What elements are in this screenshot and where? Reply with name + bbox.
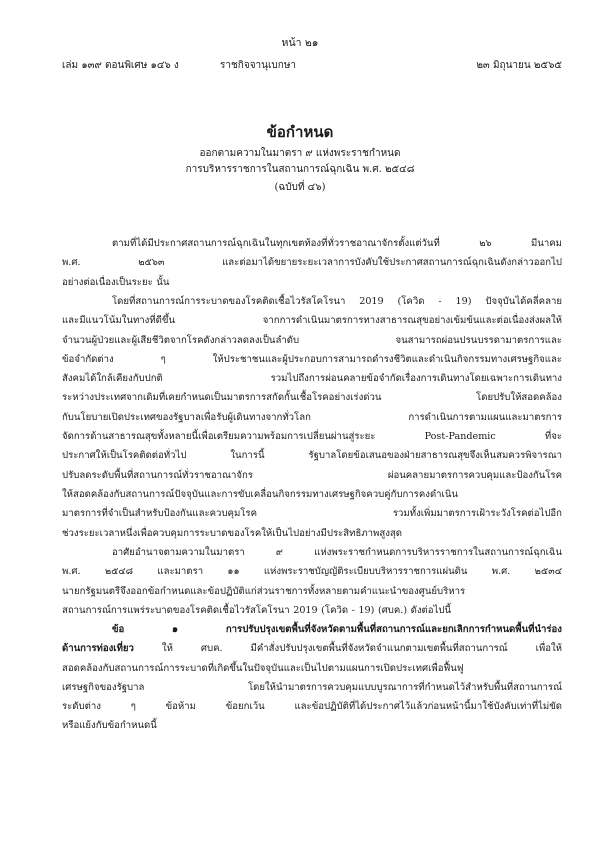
text-line <box>62 639 562 658</box>
text-line: ประกาศให้เป็นโรคติดต่อทั่วไป ในการนี้ รัฐบาลโดยข้อเสนอของฝ่ายสาธารณสุขจึงเห็นสมควรพิจารณา <box>62 450 562 462</box>
text-line: อย่างต่อเนื่องเป็นระยะ นั้น <box>62 276 170 288</box>
text-line: โดยที่สถานการณ์การระบาดของโรคติดเชื้อไวรัสโคโรนา 2019 (โควิด - 19) ปัจจุบันได้คลี่คลาย <box>112 296 562 307</box>
text-line: พ.ศ. ๒๕๔๘ และมาตรา ๑๑ แห่งพระราชบัญญัติระเบียบบริหารราชการแผ่นดิน พ.ศ. ๒๕๓๔ <box>62 566 562 578</box>
text-line: สังคมได้ใกล้เคียงกับปกติ รวมไปถึงการผ่อนคลายข้อจำกัดเรื่องการเดินทางโดยเฉพาะการเดินทาง <box>62 373 562 385</box>
text-line: มาตรการที่จำเป็นสำหรับป้องกันและควบคุมโรค รวมทั้งเพิ่มมาตรการเฝ้าระวังโรคต่อไปอีก <box>62 508 562 520</box>
text-line: ระหว่างประเทศจากเดิมที่เคยกำหนดเป็นมาตรการสกัดกั้นเชื้อโรคอย่างเร่งด่วน โดยปรับให้สอดคล้อง <box>62 392 562 404</box>
page-number: หน้า ๒๑ <box>281 37 319 49</box>
text-line: จำนวนผู้ป่วยและผู้เสียชีวิตจากโรคดังกล่าวลดลงเป็นลำดับ จนสามารถผ่อนปรนบรรดามาตรการและ <box>62 334 562 346</box>
paragraph-rationale <box>62 292 562 543</box>
text-line: และมีแนวโน้มในทางที่ดีขึ้น จากการดำเนินมาตรการทางสาธารณสุขอย่างเข้มข้นและต่อเนื่องส่งผลให้ <box>62 315 562 327</box>
gazette-header-row <box>62 58 562 74</box>
text-line: ช่วงระยะเวลาหนึ่งเพื่อควบคุมการระบาดของโรคให้เป็นไปอย่างมีประสิทธิภาพสูงสุด <box>62 527 402 539</box>
text-line: จัดการด้านสาธารณสุขทั้งหลายนี้เพื่อเตรียมความพร้อมการเปลี่ยนผ่านสู่ระยะ Post-Pandemic ที่จะ <box>62 431 562 443</box>
publication-date: ๒๓ มิถุนายน ๒๕๖๕ <box>476 60 562 71</box>
text-line: ข้อจำกัดต่าง ๆ ให้ประชาชนและผู้ประกอบการสามารถดำรงชีวิตและดำเนินกิจกรรมทางเศรษฐกิจและ <box>62 353 562 365</box>
text-line: สถานการณ์การแพร่ระบาดของโรคติดเชื้อไวรัสโคโรนา 2019 (โควิด - 19) (ศบค.) ดังต่อไปนี้ <box>62 604 452 616</box>
paragraph-authority <box>62 543 562 620</box>
text-line: เศรษฐกิจของรัฐบาล โดยให้นำมาตรการควบคุมแบบบูรณาการที่กำหนดไว้สำหรับพื้นที่สถานการณ์ <box>62 681 562 693</box>
clause-1 <box>62 620 562 736</box>
clause-1-title: ข้อ ๑ การปรับปรุงเขตพื้นที่จังหวัดตามพื้นที่สถานการณ์และยกเลิกการกำหนดพื้นที่นำร่อง <box>112 624 562 635</box>
clause-1-text-start: ให้ ศบค. มีคำสั่งปรับปรุงเขตพื้นที่จังหวัดจำแนกตามเขตพื้นที่สถานการณ์ เพื่อให้ <box>133 643 562 655</box>
text-line: พ.ศ. ๒๕๖๓ และต่อมาได้ขยายระยะเวลาการบังคับใช้ประกาศสถานการณ์ฉุกเฉินดังกล่าวออกไป <box>62 257 562 269</box>
text-line: ให้สอดคล้องกับสถานการณ์ปัจจุบันและการขับเคลื่อนกิจกรรมทางเศรษฐกิจควบคู่กับการคงดำเนิน <box>62 488 458 500</box>
volume-issue: เล่ม ๑๓๙ ตอนพิเศษ ๑๔๖ ง <box>62 60 179 71</box>
text-line: หรือแย้งกับข้อกำหนดนี้ <box>62 720 157 732</box>
text-line: ตามที่ได้มีประกาศสถานการณ์ฉุกเฉินในทุกเขตท้องที่ทั่วราชอาณาจักรตั้งแต่วันที่ ๒๖ มีนาคม <box>112 238 562 249</box>
text-line: อาศัยอำนาจตามความในมาตรา ๙ แห่งพระราชกำหนดการบริหารราชการในสถานการณ์ฉุกเฉิน <box>112 547 562 558</box>
subtitle-line-3: (ฉบับที่ ๔๖) <box>274 182 326 193</box>
subtitle-line-2: การบริหารราชการในสถานการณ์ฉุกเฉิน พ.ศ. ๒๕๔๘ <box>185 164 415 175</box>
text-line: ระดับต่าง ๆ ข้อห้าม ข้อยกเว้น และข้อปฏิบัติที่ได้ประกาศไว้แล้วก่อนหน้านี้มาใช้บังคับเท่าที่ไม่ขัด <box>62 701 562 713</box>
clause-1-title-cont: ด้านการท่องเที่ยว <box>62 643 134 655</box>
document-title: ข้อกำหนด <box>266 123 334 141</box>
paragraph-preamble <box>62 234 562 292</box>
gazette-name: ราชกิจจานุเบกษา <box>220 60 297 71</box>
text-line: กับนโยบายเปิดประเทศของรัฐบาลเพื่อรับผู้เดินทางจากทั่วโลก การดำเนินการตามแผนและมาตรการ <box>62 411 562 423</box>
subtitle-line-1: ออกตามความในมาตรา ๙ แห่งพระราชกำหนด <box>199 148 401 159</box>
text-line: นายกรัฐมนตรีจึงออกข้อกำหนดและข้อปฏิบัติแก่ส่วนราชการทั้งหลายตามคำแนะนำของศูนย์บริหาร <box>62 585 466 597</box>
text-line: สอดคล้องกับสถานการณ์การระบาดที่เกิดขึ้นในปัจจุบันและเป็นไปตามแผนการเปิดประเทศเพื่อฟื้นฟู <box>62 662 464 674</box>
clause-1-heading <box>62 620 562 639</box>
text-line: ปรับลดระดับพื้นที่สถานการณ์ทั่วราชอาณาจักร ผ่อนคลายมาตรการควบคุมและป้องกันโรค <box>62 469 562 481</box>
